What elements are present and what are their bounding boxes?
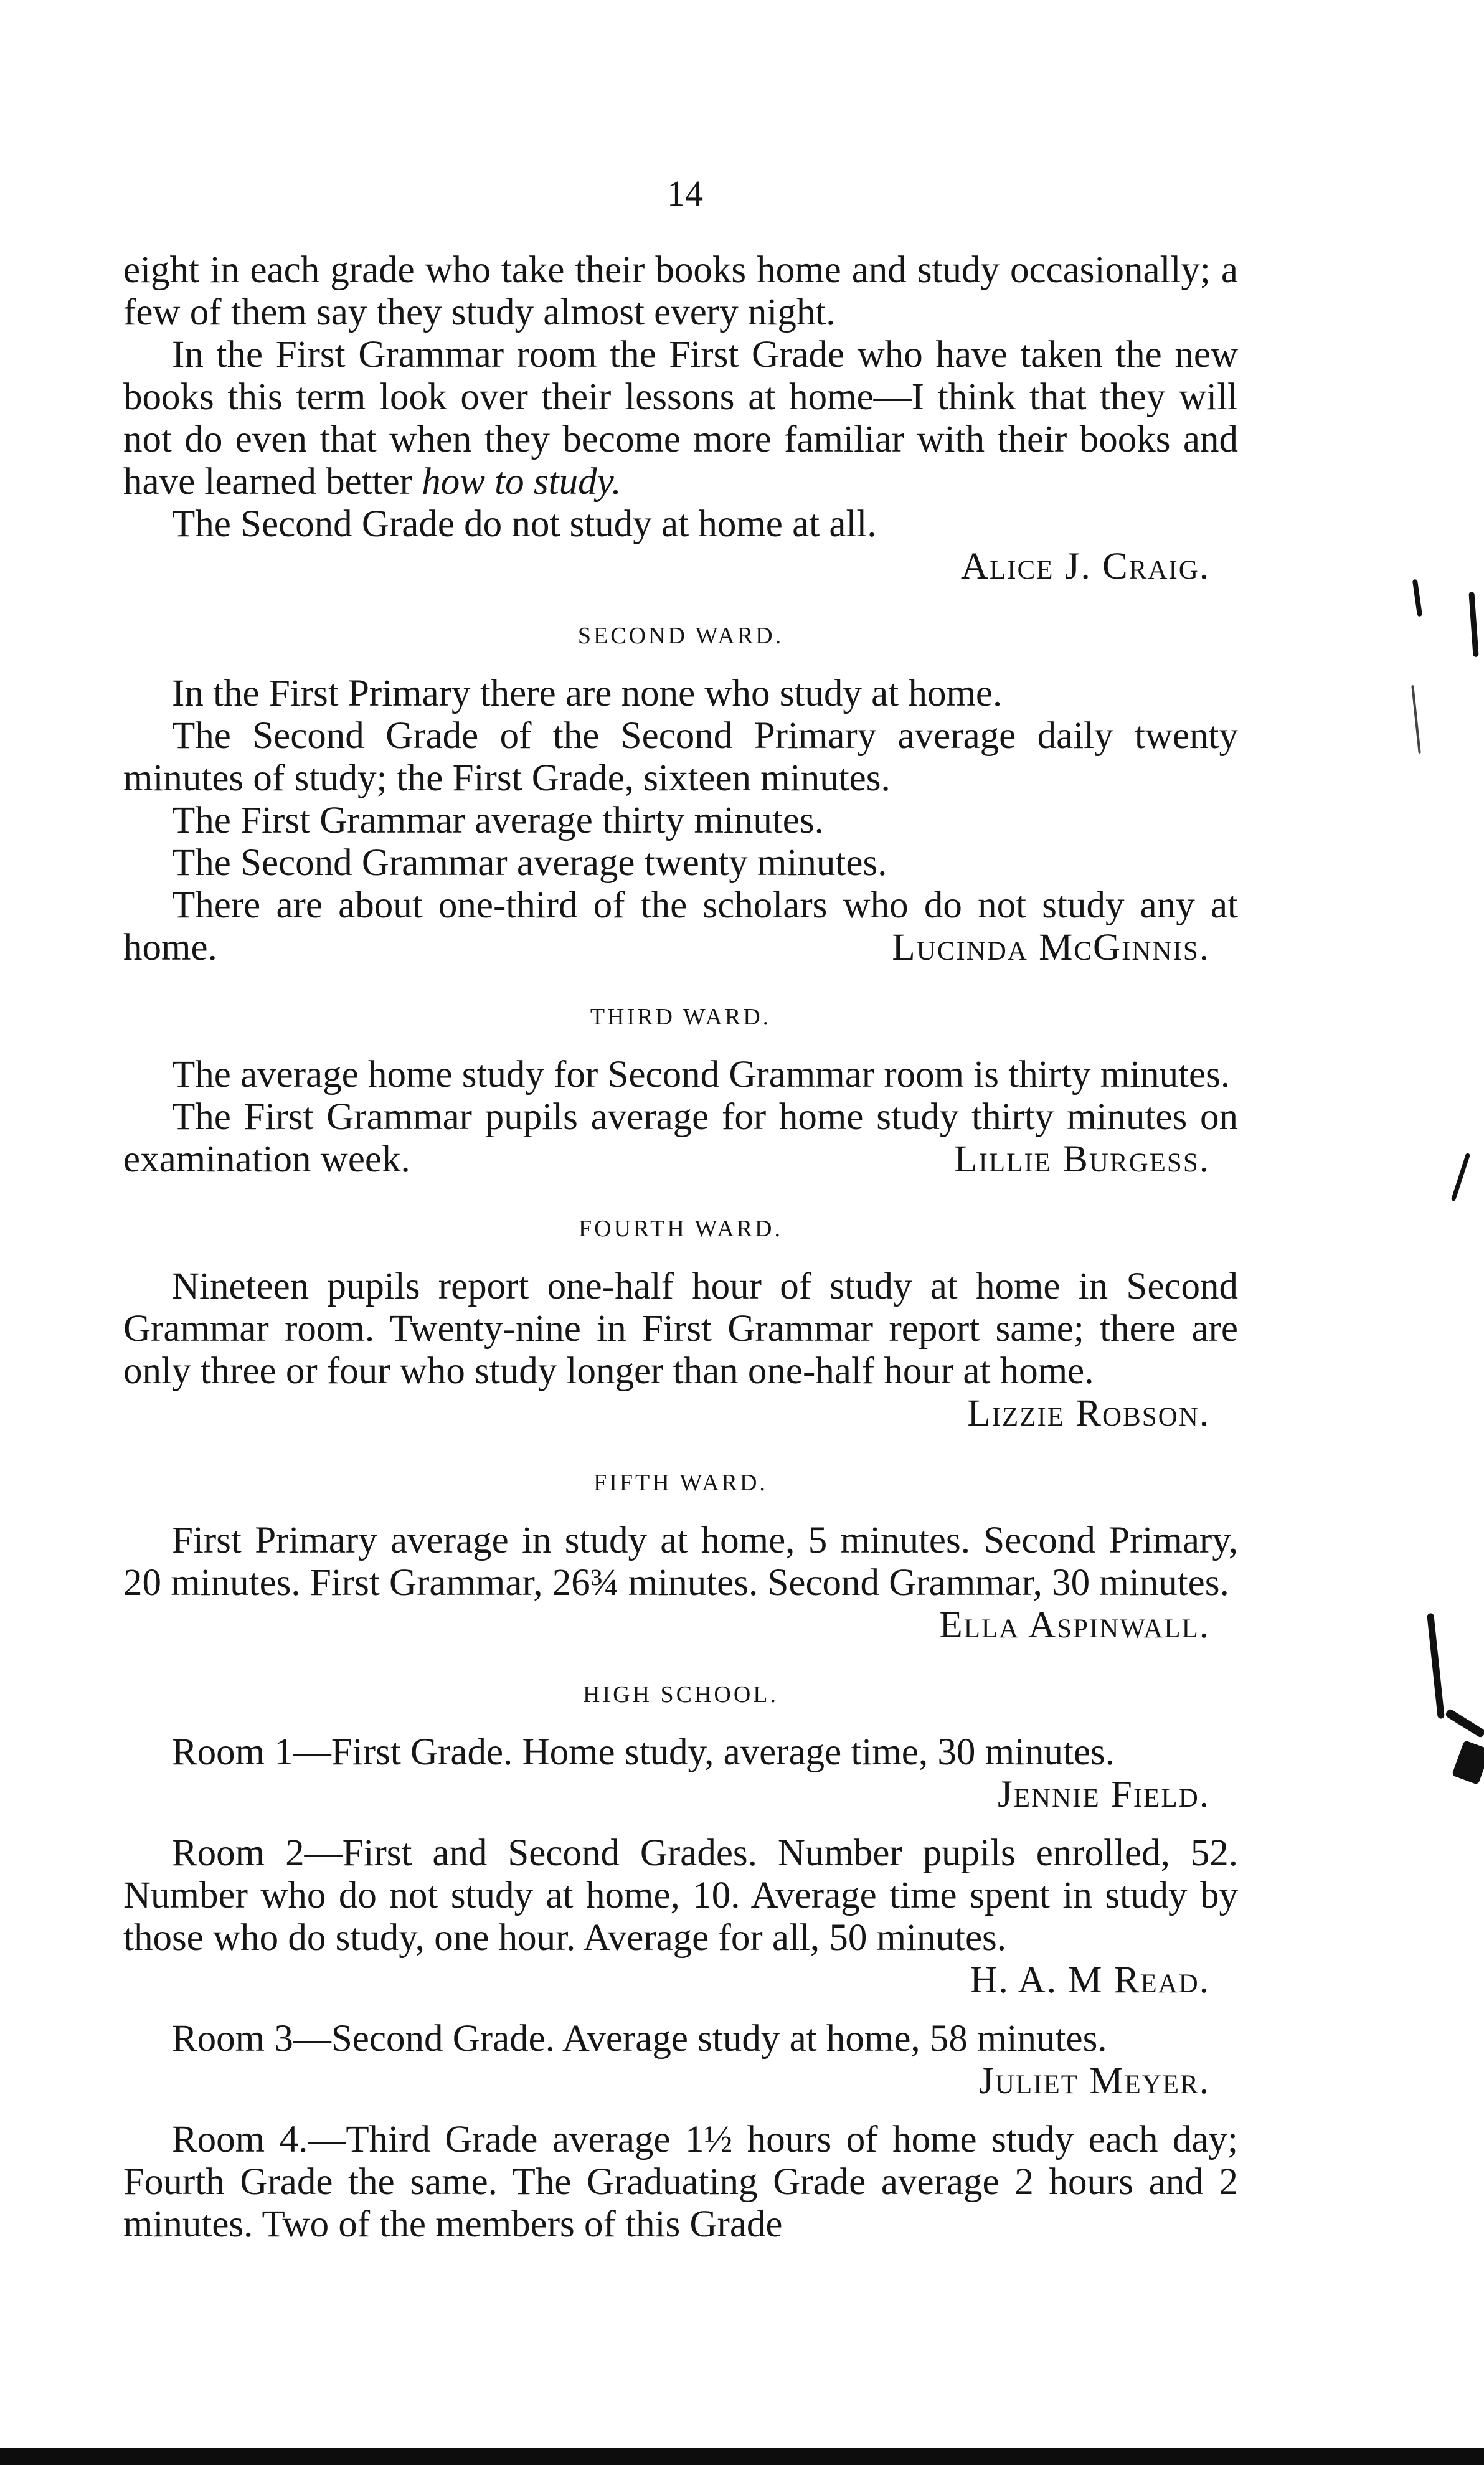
paragraph: The average home study for Second Grammar room is thirty minutes. [172,1054,1231,1095]
section-heading: THIRD WARD. [590,1004,772,1030]
scan-border [0,2448,1484,2465]
signature: Lucinda McGinnis. [892,927,1210,968]
paragraph: Room 3—Second Grade. Average study at home, 58 minutes. [172,2018,1107,2060]
paragraph [123,334,1238,503]
paragraph: The Second Grade do not study at home at all. [172,503,877,545]
paragraph-text: The First Grammar pupils average for home study thirty minutes on examination week. [123,1096,1238,1180]
paragraph: Room 1—First Grade. Home study, average time, 30 minutes. [172,1731,1115,1773]
paragraph-text: In the First Grammar room the First Grade who have taken the new books this term look over their lessons at home—I think that they will not do even that when they become more familiar with their books and have learned better [123,334,1238,503]
paragraph [123,884,1238,969]
intro-section [123,249,1238,588]
scan-mark [1411,685,1420,754]
signature: Jennie Field. [997,1774,1210,1815]
paragraph: In the First Primary there are none who study at home. [172,673,1003,714]
fifth-ward-section [123,1520,1238,1647]
paragraph: The First Grammar average thirty minutes. [172,800,824,841]
second-ward-section [123,673,1238,969]
signature: H. A. M Read. [970,1959,1210,2001]
high-school-section [123,1731,1238,2246]
page-number: 14 [667,173,703,214]
scan-mark [1412,579,1422,617]
paragraph: eight in each grade who take their books home and study occasionally; a few of them say they study almost every night. [123,249,1238,333]
third-ward-section [123,1054,1238,1181]
paragraph-text: Nineteen pupils report one-half hour of study at home in Second Grammar room. Twenty-nine in First Grammar report same; there are only three or four who study longer than one-half hour at home. [123,1266,1238,1392]
scan-mark [1452,1740,1484,1785]
paragraph [123,1520,1238,1647]
section-heading: FOURTH WARD. [579,1216,783,1242]
fourth-ward-section [123,1266,1238,1435]
section-heading: HIGH SCHOOL. [583,1682,778,1708]
signature: Alice J. Craig. [960,546,1210,587]
paragraph [123,1096,1238,1181]
scan-mark [1468,592,1478,657]
signature: Lizzie Robson. [967,1393,1210,1434]
paragraph [123,1832,1238,2002]
scan-mark [1445,1708,1484,1739]
scan-mark [1427,1613,1445,1719]
paragraph: The Second Grammar average twenty minutes. [172,842,887,884]
paragraph-text: First Primary average in study at home, 5 minutes. Second Primary, 20 minutes. First Grammar, 26¾ minutes. Second Grammar, 30 minutes. [123,1520,1238,1604]
paragraph: Room 4.—Third Grade average 1½ hours of home study each day; Fourth Grade the same. The Graduating Grade average 2 hours and 2 minutes. Two of the members of this Grade [123,2119,1238,2245]
signature: Juliet Meyer. [979,2060,1210,2102]
section-heading: SECOND WARD. [577,623,784,649]
page-body [123,249,1238,2246]
paragraph: The Second Grade of the Second Primary average daily twenty minutes of study; the First Grade, sixteen minutes. [123,715,1238,799]
scan-mark [1451,1153,1470,1201]
section-heading: FIFTH WARD. [593,1470,768,1496]
italic-phrase: how to study. [422,461,621,503]
signature: Ella Aspinwall. [939,1604,1210,1646]
paragraph [123,1266,1238,1435]
paragraph-text: Room 2—First and Second Grades. Number pupils enrolled, 52. Number who do not study at home, 10. Average time spent in study by those who do study, one hour. Average for all, 50 minutes. [123,1832,1238,1959]
paragraph-text: There are about one-third of the scholars who do not study any at home. [123,884,1238,968]
signature: Lillie Burgess. [954,1138,1210,1180]
